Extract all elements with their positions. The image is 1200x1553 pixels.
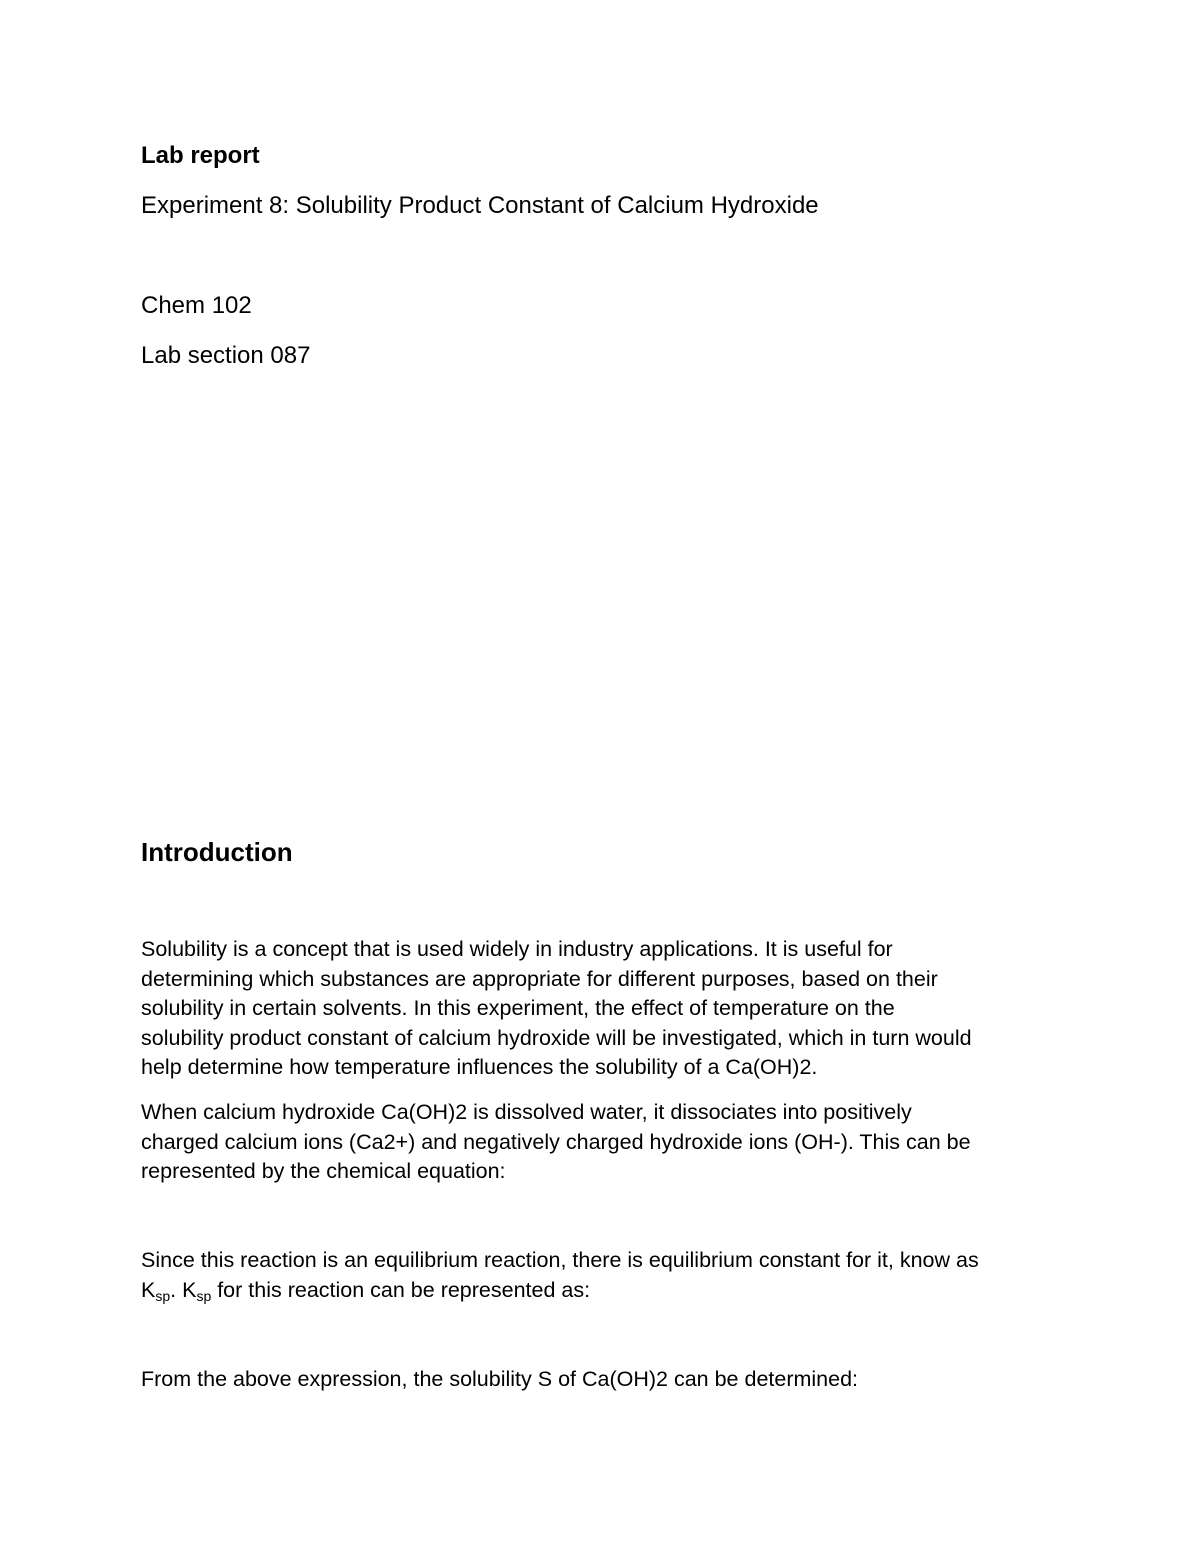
ksp-subscript: sp (196, 1287, 212, 1304)
ksp-subscript: sp (155, 1287, 171, 1304)
lab-section: Lab section 087 (141, 342, 311, 369)
paragraph-line: solubility product constant of calcium hydroxide will be investigated, which in turn would (141, 1025, 972, 1050)
introduction-paragraph-3 (141, 1246, 1081, 1305)
paragraph-line: Since this reaction is an equilibrium reaction, there is equilibrium constant for it, know as (141, 1248, 979, 1272)
report-title: Lab report (141, 142, 260, 169)
ksp-symbol: K (182, 1277, 197, 1302)
introduction-paragraph-1 (141, 935, 1081, 1083)
experiment-title: Experiment 8: Solubility Product Constant of Calcium Hydroxide (141, 192, 819, 219)
paragraph-line: help determine how temperature influences the solubility of a Ca(OH)2. (141, 1055, 818, 1079)
ksp-line (141, 1276, 1081, 1306)
paragraph-line: When calcium hydroxide Ca(OH)2 is dissolved water, it dissociates into positively (141, 1100, 912, 1124)
paragraph-line: From the above expression, the solubility S of Ca(OH)2 can be determined: (141, 1367, 859, 1391)
introduction-heading: Introduction (141, 837, 293, 867)
paragraph-line: represented by the chemical equation: (141, 1159, 506, 1183)
ksp-symbol: K (141, 1277, 156, 1302)
introduction-paragraph-4 (141, 1365, 1081, 1395)
paragraph-line: solubility in certain solvents. In this experiment, the effect of temperature on the (141, 996, 895, 1020)
ksp-description: for this reaction can be represented as: (211, 1277, 591, 1302)
introduction-paragraph-2 (141, 1098, 1081, 1187)
course-name: Chem 102 (141, 292, 252, 319)
paragraph-line: determining which substances are appropriate for different purposes, based on their (141, 966, 938, 991)
separator-text: . (170, 1277, 183, 1302)
paragraph-line: charged calcium ions (Ca2+) and negatively charged hydroxide ions (OH-). This can be (141, 1129, 971, 1154)
paragraph-line: Solubility is a concept that is used widely in industry applications. It is useful for (141, 937, 893, 961)
